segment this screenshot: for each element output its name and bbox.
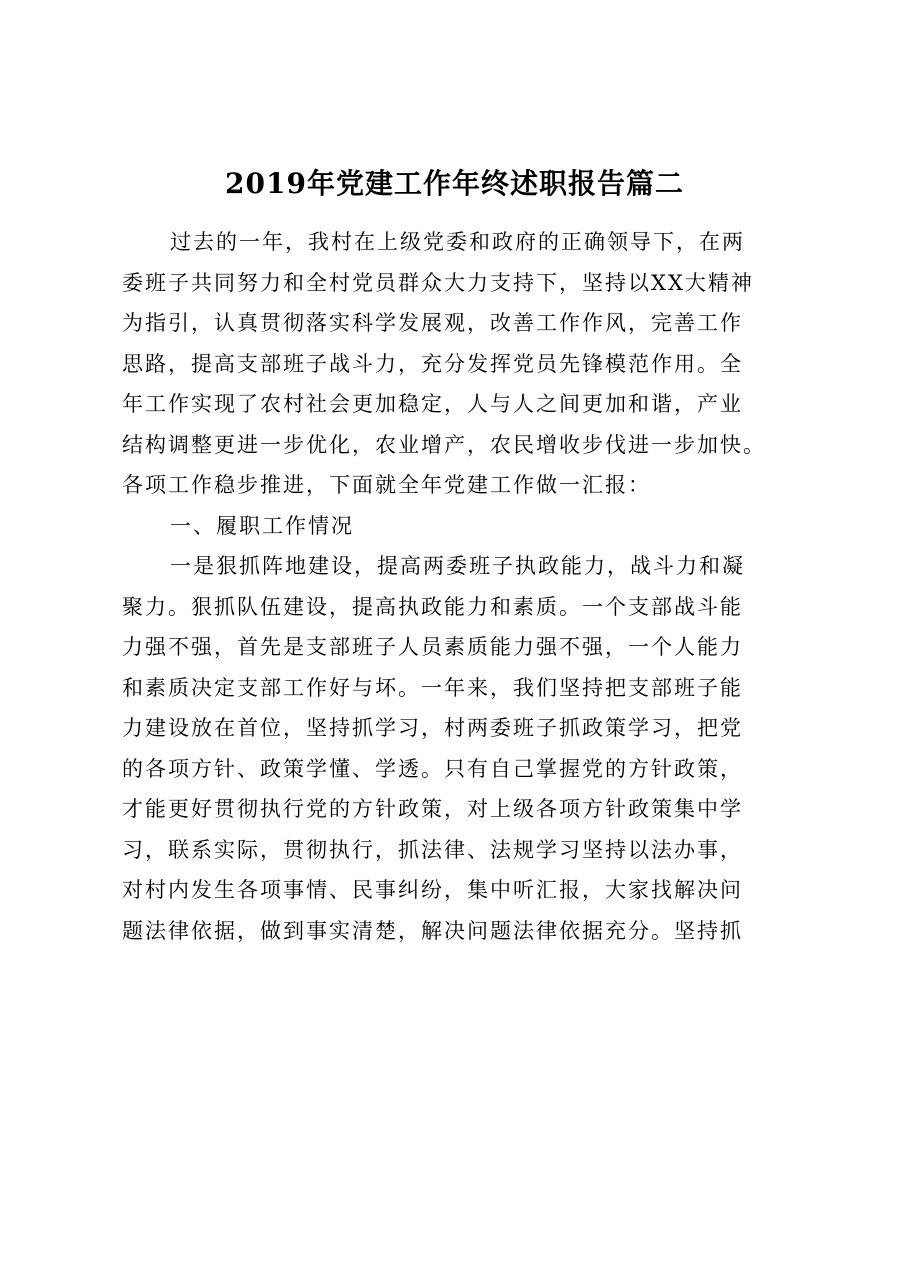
body-line: 力建设放在首位，坚持抓学习，村两委班子抓政策学习，把党 [122,716,743,740]
body-line: 年工作实现了农村社会更加稳定，人与人之间更加和谐，产业 [122,392,743,416]
body-line: 习，联系实际，贯彻执行，抓法律、法规学习坚持以法办事， [122,837,743,862]
body-line: 和素质决定支部工作好与坏。一年来，我们坚持把支部班子能 [122,675,743,700]
body-line: 的各项方针、政策学懂、学透。只有自己掌握党的方针政策， [122,756,743,781]
body-line: 过去的一年，我村在上级党委和政府的正确领导下，在两 [170,230,745,254]
body-line: 一是狠抓阵地建设，提高两委班子执政能力，战斗力和凝 [170,554,745,578]
body-line: 聚力。狠抓队伍建设，提高执政能力和素质。一个支部战斗能 [122,594,743,619]
body-line: 对村内发生各项事情、民事纠纷，集中听汇报，大家找解决问 [122,878,743,902]
body-line: 力强不强，首先是支部班子人员素质能力强不强，一个人能力 [122,635,743,659]
body-line: 各项工作稳步推进，下面就全年党建工作做一汇报： [122,473,651,497]
body-line: 委班子共同努力和全村党员群众大力支持下，坚持以XX大精神 [122,270,754,295]
body-line: 结构调整更进一步优化，农业增产，农民增收步伐进一步加快。 [122,432,766,457]
document-title: 2019年党建工作年终述职报告篇二 [225,167,684,200]
document-body [122,222,802,951]
body-line: 思路，提高支部班子战斗力，充分发挥党员先锋模范作用。全 [122,351,743,376]
body-line: 一、履职工作情况 [170,513,354,538]
body-line: 题法律依据，做到事实清楚，解决问题法律依据充分。坚持抓 [122,918,743,943]
body-line: 为指引，认真贯彻落实科学发展观，改善工作作风，完善工作 [122,311,743,335]
body-line: 才能更好贯彻执行党的方针政策，对上级各项方针政策集中学 [122,797,743,821]
